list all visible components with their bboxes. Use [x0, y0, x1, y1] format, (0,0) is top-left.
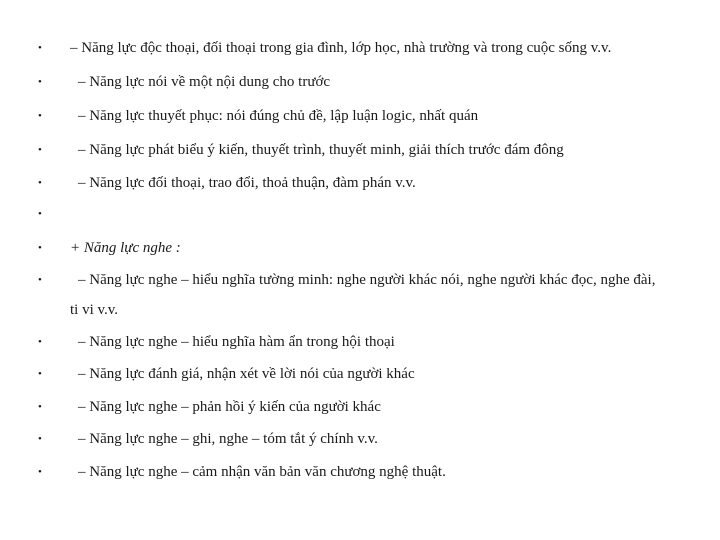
list-item-text: – Năng lực nghe – phản hồi ý kiến của người khác — [78, 399, 381, 415]
list-item-text: – Năng lực nghe – ghi, nghe – tóm tắt ý chính v.v. — [78, 431, 378, 447]
list-item-text: – Năng lực nói về một nội dung cho trước — [78, 74, 331, 90]
bullet-icon: • — [38, 208, 42, 220]
list-item-text: – Năng lực thuyết phục: nói đúng chủ đề, lập luận logic, nhất quán — [78, 108, 479, 124]
bullet-icon: • — [38, 177, 42, 189]
bullet-icon: • — [38, 274, 42, 286]
bullet-icon: • — [38, 433, 42, 445]
list-item-text: – Năng lực nghe – hiểu nghĩa hàm ẩn trong hội thoại — [78, 334, 395, 350]
bullet-icon: • — [38, 368, 42, 380]
bullet-icon: • — [38, 144, 42, 156]
list-item-text: – Năng lực nghe – cảm nhận văn bản văn chương nghệ thuật. — [78, 464, 446, 480]
list-item-continuation: ti vi v.v. — [70, 302, 119, 318]
bullet-icon: • — [38, 242, 42, 254]
bullet-icon: • — [38, 466, 42, 478]
bullet-icon: • — [38, 76, 42, 88]
section-heading-text: + Năng lực nghe : — [70, 240, 181, 256]
list-item-text: – Năng lực độc thoại, đối thoại trong gia đình, lớp học, nhà trường và trong cuộc sống v.v. — [70, 40, 612, 56]
list-item-text: – Năng lực phát biểu ý kiến, thuyết trình, thuyết minh, giải thích trước đám đông — [78, 142, 564, 158]
bullet-icon: • — [38, 42, 42, 54]
list-item-text: – Năng lực nghe – hiểu nghĩa tường minh: nghe người khác nói, nghe người khác đọc, nghe đài, — [78, 272, 656, 288]
bullet-icon: • — [38, 336, 42, 348]
bullet-icon: • — [38, 401, 42, 413]
bullet-icon: • — [38, 110, 42, 122]
list-item-text: – Năng lực đánh giá, nhận xét về lời nói của người khác — [78, 366, 415, 382]
list-item-text: – Năng lực đối thoại, trao đổi, thoả thuận, đàm phán v.v. — [78, 175, 416, 191]
